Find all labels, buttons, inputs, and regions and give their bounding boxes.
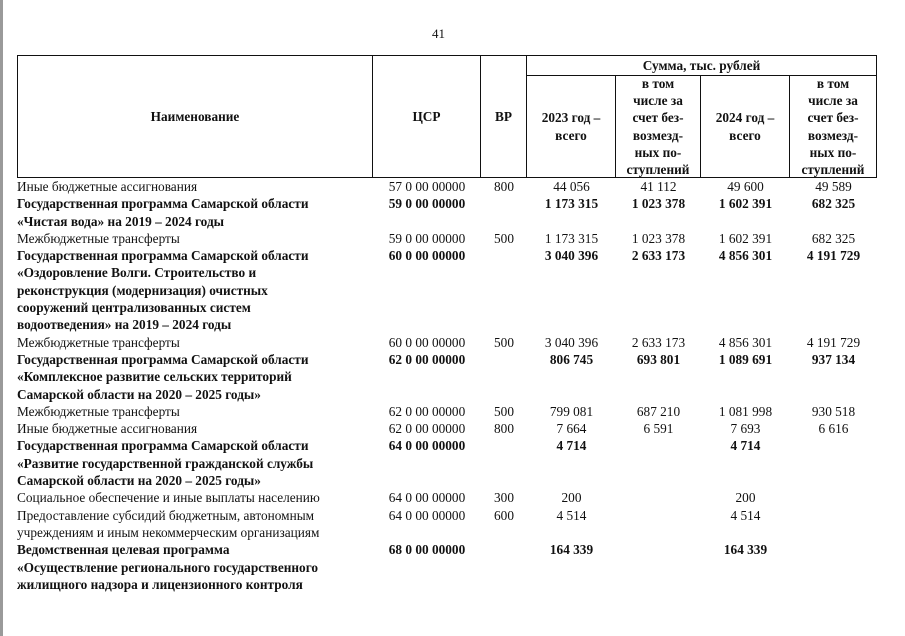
row-name — [17, 507, 373, 542]
row-2023-free: 1 023 378 — [631, 196, 686, 212]
header-2024-free: в том числе за счет без- возмезд- ных по- ступлений — [789, 75, 877, 178]
row-name — [17, 334, 373, 351]
row-name-line: водоотведения» на 2019 – 2024 годы — [17, 317, 232, 333]
row-2024-total: 1 602 391 — [718, 230, 773, 246]
row-name-line: Самарской области на 2020 – 2025 годы» — [17, 473, 261, 489]
row-csr: 62 0 00 00000 — [388, 421, 466, 437]
row-2023-total: 1 173 315 — [544, 230, 599, 246]
row-2023-free — [616, 541, 701, 593]
row-2024-total: 200 — [735, 490, 756, 506]
row-name-line: Самарской области на 2020 – 2025 годы» — [17, 386, 261, 402]
row-2024-free: 4 191 729 — [806, 248, 861, 264]
row-name — [17, 351, 373, 403]
row-name-line: Государственная программа Самарской области — [17, 248, 309, 264]
header-name: Наименование — [17, 55, 373, 178]
table-row — [17, 507, 877, 542]
row-name-line: Межбюджетные трансферты — [17, 230, 180, 246]
row-name-line: «Оздоровление Волги. Строительство и — [17, 265, 257, 281]
row-vr: 500 — [494, 334, 514, 350]
row-vr — [481, 195, 527, 230]
row-2024-free: 930 518 — [811, 403, 856, 419]
row-name — [17, 541, 373, 593]
row-2024-free: 6 616 — [818, 421, 849, 437]
row-csr: 59 0 00 00000 — [388, 230, 466, 246]
row-csr: 60 0 00 00000 — [388, 248, 466, 264]
row-2023-free: 41 112 — [640, 179, 677, 194]
header-csr: ЦСР — [372, 55, 481, 178]
row-2024-free: 682 325 — [811, 230, 856, 246]
row-vr: 600 — [494, 507, 514, 523]
row-2024-total: 1 602 391 — [718, 196, 773, 212]
row-2023-total: 1 173 315 — [544, 196, 599, 212]
row-name-line: «Развитие государственной гражданской службы — [17, 455, 314, 471]
row-name-line: Иные бюджетные ассигнования — [17, 179, 198, 194]
row-csr: 62 0 00 00000 — [388, 351, 466, 367]
row-name — [17, 437, 373, 489]
row-2023-free — [616, 437, 701, 489]
row-2023-free: 687 210 — [636, 403, 681, 419]
row-name-line: Социальное обеспечение и иные выплаты населению — [17, 490, 320, 506]
header-2023-free: в том числе за счет без- возмезд- ных по- ступлений — [615, 75, 701, 178]
table-row — [17, 420, 877, 437]
row-csr: 60 0 00 00000 — [388, 334, 466, 350]
row-2024-total: 4 714 — [730, 438, 761, 454]
row-name-line: Межбюджетные трансферты — [17, 403, 180, 419]
row-2024-total: 1 089 691 — [718, 351, 773, 367]
table-row — [17, 247, 877, 333]
table-row — [17, 541, 877, 593]
row-2023-free: 6 591 — [643, 421, 674, 437]
row-2023-free — [616, 489, 701, 506]
row-2023-total: 200 — [561, 490, 582, 506]
scan-edge — [0, 0, 3, 636]
row-2023-free: 693 801 — [636, 351, 681, 367]
row-2023-total: 44 056 — [553, 179, 590, 194]
row-vr: 500 — [494, 230, 514, 246]
table-row — [17, 351, 877, 403]
row-2023-total: 799 081 — [549, 403, 594, 419]
row-name-line: Государственная программа Самарской области — [17, 351, 309, 367]
table-row — [17, 403, 877, 420]
row-name-line: «Чистая вода» на 2019 – 2024 годы — [17, 213, 225, 229]
row-name — [17, 489, 373, 506]
row-2024-free: 937 134 — [811, 351, 856, 367]
row-2024-free: 49 589 — [815, 179, 852, 194]
row-2023-free: 2 633 173 — [631, 334, 686, 350]
row-name — [17, 420, 373, 437]
row-vr — [481, 541, 527, 593]
row-2024-free: 682 325 — [811, 196, 856, 212]
row-2024-total: 4 514 — [730, 507, 761, 523]
row-2023-total: 4 714 — [556, 438, 587, 454]
row-2023-free: 1 023 378 — [631, 230, 686, 246]
row-name — [17, 195, 373, 230]
row-csr: 59 0 00 00000 — [388, 196, 466, 212]
row-2024-free — [790, 507, 877, 542]
row-name-line: «Осуществление регионального государственного — [17, 559, 319, 575]
row-2023-free: 2 633 173 — [631, 248, 686, 264]
row-2024-free — [790, 489, 877, 506]
row-csr: 62 0 00 00000 — [388, 403, 466, 419]
row-vr: 800 — [494, 179, 514, 194]
row-name — [17, 178, 373, 195]
row-csr: 64 0 00 00000 — [388, 438, 466, 454]
row-name-line: реконструкция (модернизация) очистных — [17, 282, 268, 298]
row-2023-total: 164 339 — [549, 542, 594, 558]
row-vr: 800 — [494, 421, 514, 437]
row-name-line: Предоставление субсидий бюджетным, автономным — [17, 507, 315, 523]
row-name-line: Межбюджетные трансферты — [17, 334, 180, 350]
row-2024-total: 4 856 301 — [718, 334, 773, 350]
row-2023-total: 3 040 396 — [544, 334, 599, 350]
header-2024-total: 2024 год – всего — [700, 75, 790, 178]
row-2024-total: 4 856 301 — [718, 248, 773, 264]
row-2024-total: 164 339 — [723, 542, 768, 558]
row-csr: 64 0 00 00000 — [388, 507, 466, 523]
row-2023-total: 3 040 396 — [544, 248, 599, 264]
row-2024-total: 7 693 — [730, 421, 761, 437]
row-2023-free — [616, 507, 701, 542]
row-vr — [481, 351, 527, 403]
row-name-line: сооружений централизованных систем — [17, 300, 251, 316]
row-2024-free — [790, 541, 877, 593]
row-name-line: Ведомственная целевая программа — [17, 542, 230, 558]
row-vr: 300 — [494, 490, 514, 506]
row-name-line: Государственная программа Самарской области — [17, 196, 309, 212]
row-2023-total: 4 514 — [556, 507, 587, 523]
row-csr: 68 0 00 00000 — [388, 542, 466, 558]
table-row — [17, 489, 877, 506]
row-vr — [481, 247, 527, 333]
row-2024-free: 4 191 729 — [806, 334, 861, 350]
header-2023-total: 2023 год – всего — [526, 75, 616, 178]
row-2024-free — [790, 437, 877, 489]
table-row — [17, 230, 877, 247]
row-2023-total: 806 745 — [549, 351, 594, 367]
row-vr: 500 — [494, 403, 514, 419]
row-name-line: Иные бюджетные ассигнования — [17, 421, 198, 437]
row-csr: 57 0 00 00000 — [388, 179, 466, 194]
page-number: 41 — [432, 26, 445, 41]
table-row — [17, 334, 877, 351]
row-csr: 64 0 00 00000 — [388, 490, 466, 506]
budget-table — [17, 178, 877, 593]
row-name — [17, 403, 373, 420]
row-vr — [481, 437, 527, 489]
table-row — [17, 437, 877, 489]
row-name-line: Государственная программа Самарской области — [17, 438, 309, 454]
row-2023-total: 7 664 — [556, 421, 587, 437]
table-row — [17, 178, 877, 195]
row-name-line: жилищного надзора и лицензионного контроля — [17, 576, 303, 592]
row-2024-total: 1 081 998 — [718, 403, 773, 419]
header-vr: ВР — [480, 55, 527, 178]
row-name-line: учреждениям и иным некоммерческим организациям — [17, 524, 320, 540]
row-name — [17, 247, 373, 333]
table-row — [17, 195, 877, 230]
row-name — [17, 230, 373, 247]
row-2024-total: 49 600 — [727, 179, 764, 194]
header-sum: Сумма, тыс. рублей — [526, 55, 877, 76]
row-name-line: «Комплексное развитие сельских территорий — [17, 369, 292, 385]
